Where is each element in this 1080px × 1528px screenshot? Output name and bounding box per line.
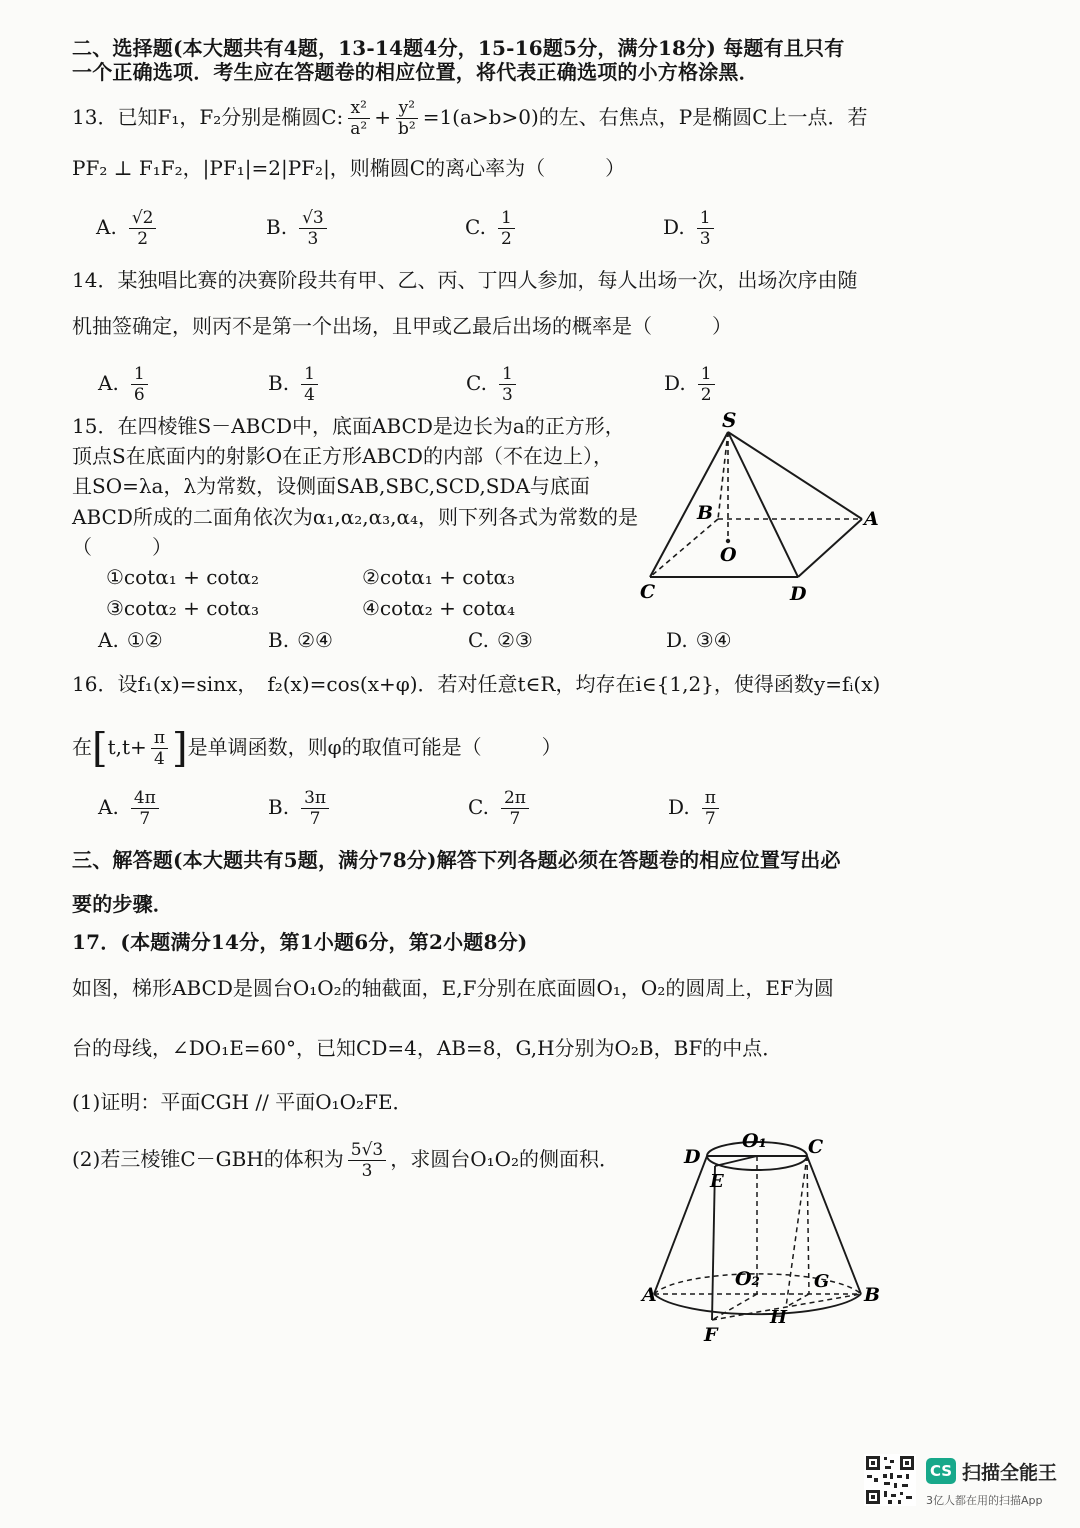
qr-code-icon [864, 1454, 916, 1506]
q15-item1: ①cotα₁ + cotα₂ [106, 565, 260, 589]
q15-option-b: B. ②④ [268, 628, 333, 652]
label-h: H [770, 1307, 788, 1328]
section3-title-line2: 要的步骤． [72, 892, 173, 916]
q17-part1: (1)证明：平面CGH // 平面O₁O₂FE． [72, 1090, 413, 1114]
q14-option-d: D. $\frac{1}{2}$ [664, 364, 719, 405]
q16-line1: 16．设f₁(x)=sinx， f₂(x)=cos(x+φ)．若对任意t∈R，均存在i∈{1,2}，使得函数y=fᵢ(x) [72, 672, 881, 696]
label-o1: O₁ [742, 1130, 767, 1152]
label-d: D [790, 583, 807, 605]
q13-text-a: 13．已知F₁，F₂分别是椭圆C: [72, 105, 344, 129]
label-c: C [640, 581, 656, 603]
bottom-circle-front [654, 1294, 861, 1314]
q15-option-c: C. ②③ [468, 628, 533, 652]
segment-cg [807, 1156, 809, 1294]
q15-line4: ABCD所成的二面角依次为α₁,α₂,α₃,α₄，则下列各式为常数的是 [72, 505, 639, 529]
q13-frac-x: $\frac{\text{x²}}{\text{a²}}$ [347, 98, 370, 139]
edge-sb-hidden [718, 432, 728, 519]
point-o [726, 539, 730, 543]
q15-option-d: D. ③④ [666, 628, 732, 652]
q16-option-c: C. $\frac{2\pi}{7}$ [468, 788, 533, 829]
camscanner-tagline: 3亿人都在用的扫描App [926, 1494, 1043, 1507]
q16-line2: 在[t,t+ $\frac{\pi}{4}$ ]是单调函数，则φ的取值可能是（ ） [72, 725, 562, 772]
q15-item2: ②cotα₁ + cotα₃ [362, 565, 516, 589]
q16-option-a: A. $\frac{4\pi}{7}$ [98, 788, 163, 829]
section2-title-line2: 一个正确选项．考生应在答题卷的相应位置，将代表正确选项的小方格涂黑． [72, 60, 759, 84]
q17-line1: 如图，梯形ABCD是圆台O₁O₂的轴截面，E,F分别在底面圆O₁，O₂的圆周上，EF为圆 [72, 976, 834, 1000]
label-c: C [808, 1136, 824, 1158]
edge-bc-hidden [650, 519, 718, 577]
label-b: B [864, 1284, 881, 1306]
q13-frac-y: $\frac{\text{y²}}{\text{b²}}$ [395, 98, 419, 139]
q17-frustum-figure [640, 1125, 890, 1350]
label-b: B [697, 502, 714, 524]
q15-item4: ④cotα₂ + cotα₄ [362, 596, 516, 620]
q13-option-a: A. $\frac{√2}{2}$ [96, 208, 160, 249]
label-s: S [722, 408, 737, 432]
q16-option-d: D. $\frac{\pi}{7}$ [668, 788, 723, 829]
q14-option-c: C. $\frac{1}{3}$ [466, 364, 520, 405]
q17-header: 17．(本题满分14分，第1小题6分，第2小题8分) [72, 930, 528, 954]
label-d: D [684, 1146, 701, 1168]
q14-line1: 14．某独唱比赛的决赛阶段共有甲、乙、丙、丁四人参加，每人出场一次，出场次序由随 [72, 268, 858, 292]
label-a: A [642, 1284, 657, 1306]
camscanner-name: 扫描全能王 [962, 1462, 1058, 1484]
label-a: A [864, 508, 879, 530]
label-e: E [710, 1171, 724, 1192]
q13-line2: PF₂ ⊥ F₁F₂，|PF₁|=2|PF₂|，则椭圆C的离心率为（ ） [72, 156, 626, 180]
q15-line1: 15．在四棱锥S－ABCD中，底面ABCD是边长为a的正方形， [72, 414, 625, 438]
camscanner-logo: CS [926, 1458, 956, 1484]
q15-line2: 顶点S在底面内的射影O在正方形ABCD的内部（不在边上）， [72, 444, 613, 468]
label-o: O [720, 544, 737, 566]
q13-text-b: =1(a>b>0)的左、右焦点，P是椭圆C上一点．若 [422, 105, 868, 129]
generatrix-da [654, 1156, 707, 1294]
q14-option-a: A. $\frac{1}{6}$ [98, 364, 152, 405]
label-g: G [814, 1271, 830, 1292]
q15-item3: ③cotα₂ + cotα₃ [106, 596, 260, 620]
q15-option-a: A. ①② [98, 628, 163, 652]
label-o2: O₂ [735, 1268, 760, 1290]
edge-sc [650, 432, 728, 577]
q13-option-c: C. $\frac{1}{2}$ [465, 208, 519, 249]
q15-line3: 且SO=λa，λ为常数，设侧面SAB,SBC,SCD,SDA与底面 [72, 474, 590, 498]
q13-option-b: B. $\frac{√3}{3}$ [266, 208, 331, 249]
q13-option-d: D. $\frac{1}{3}$ [663, 208, 718, 249]
segment-ch [786, 1156, 807, 1307]
segment-gh [786, 1294, 809, 1307]
q16-interval: t,t+ [107, 735, 147, 759]
q13-line1: 13．已知F₁，F₂分别是椭圆C: $\frac{\text{x²}}{\text{a²}}$ + $\frac{\text{y²}}{\text{b²}}$ =1(a>b>0)的左、右焦点，P是椭圆C上一点．若 [72, 98, 868, 139]
q17-line2: 台的母线，∠DO₁E=60°，已知CD=4，AB=8，G,H分别为O₂B，BF的中点． [72, 1036, 783, 1060]
section2-title-line1: 二、选择题(本大题共有4题，13-14题4分，15-16题5分，满分18分) 每题有且只有 [72, 36, 845, 60]
q17-part2: (2)若三棱锥C－GBH的体积为 $\frac{5√3}{3}$ ，求圆台O₁O₂的侧面积． [72, 1140, 620, 1181]
q16-option-b: B. $\frac{3\pi}{7}$ [268, 788, 333, 829]
q15-pyramid-figure [630, 405, 890, 610]
section3-title-line1: 三、解答题(本大题共有5题，满分78分)解答下列各题必须在答题卷的相应位置写出必 [72, 848, 841, 872]
q14-option-b: B. $\frac{1}{4}$ [268, 364, 322, 405]
segment-o1e [715, 1156, 757, 1166]
q15-line5: （ ） [72, 535, 172, 559]
edge-da [798, 519, 862, 577]
label-f: F [704, 1324, 718, 1346]
q14-line2: 机抽签确定，则丙不是第一个出场，且甲或乙最后出场的概率是（ ） [72, 314, 732, 338]
